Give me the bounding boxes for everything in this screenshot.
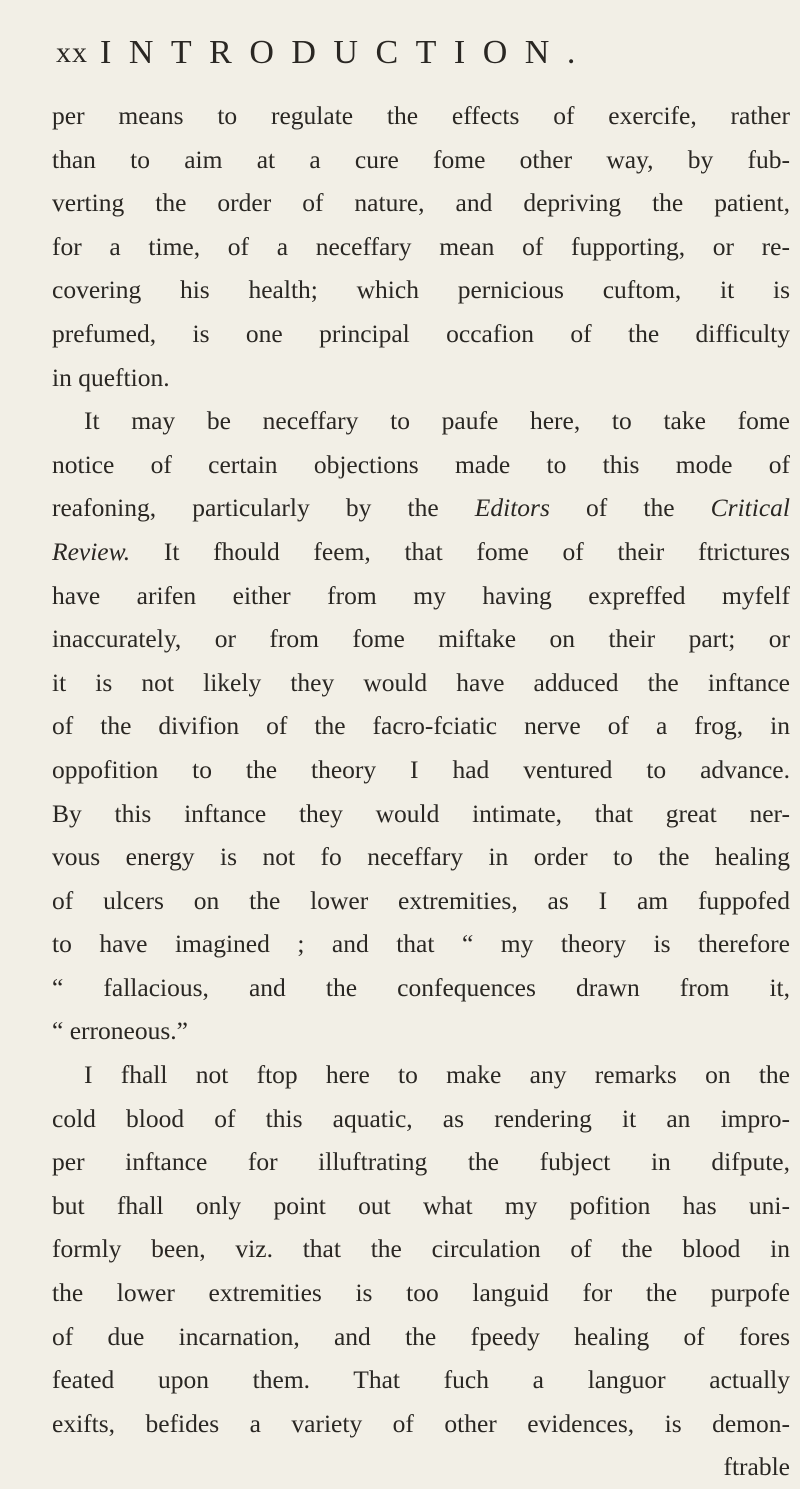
text-line: the lower extremities is too languid for the purpofe (52, 1278, 790, 1308)
paragraph-first-line: It may be neceffary to paufe here, to take fome (84, 406, 790, 436)
text-segment: reafoning, particularly by the (52, 493, 475, 523)
text-line: for a time, of a neceffary mean of fupporting, or re- (52, 231, 790, 261)
text-line: “ erroneous.” (52, 1016, 188, 1046)
text-segment: It fhould feem, that fome of their ftrictures (130, 536, 790, 566)
text-line: of the divifion of the facro-fciatic nerve of a frog, in (52, 711, 790, 741)
text-line: covering his health; which pernicious cuftom, it is (52, 275, 790, 305)
text-line: feated upon them. That fuch a languor actually (52, 1365, 790, 1395)
text-line: have arifen either from my having expreffed myfelf (52, 580, 790, 610)
text-line: cold blood of this aquatic, as rendering it an impro- (52, 1103, 790, 1133)
text-line: inaccurately, or from fome miftake on their part; or (52, 624, 790, 654)
paragraph-first-line: I fhall not ftop here to make any remarks on the (84, 1060, 790, 1090)
text-segment: of the (549, 493, 711, 523)
text-line: than to aim at a cure fome other way, by fub- (52, 144, 790, 174)
text-line: oppofition to the theory I had ventured to advance. (52, 754, 790, 784)
running-title: INTRODUCTION. (100, 34, 593, 71)
text-line: but fhall only point out what my pofition has uni- (52, 1190, 790, 1220)
text-line: verting the order of nature, and depriving the patient, (52, 188, 790, 218)
text-line: prefumed, is one principal occafion of the difficulty (52, 318, 790, 348)
text-line: in queftion. (52, 362, 170, 392)
text-line (52, 486, 790, 530)
text-line (52, 530, 790, 574)
text-line: exifts, befides a variety of other evidences, is demon- (52, 1408, 790, 1438)
body-text (52, 94, 790, 1489)
running-head (56, 30, 780, 76)
italic-text: Editors (474, 493, 550, 523)
catchword: ftrable (723, 1452, 790, 1482)
italic-text: Review. (52, 536, 131, 566)
text-line: By this inftance they would intimate, that great ner- (52, 798, 790, 828)
text-line: it is not likely they would have adduced the inftance (52, 667, 790, 697)
text-line: formly been, viz. that the circulation of the blood in (52, 1234, 790, 1264)
text-line: of due incarnation, and the fpeedy healing of fores (52, 1321, 790, 1351)
text-line: to have imagined ; and that “ my theory is therefore (52, 929, 790, 959)
italic-text: Critical (710, 493, 790, 523)
page-number: xx (56, 36, 88, 69)
text-line: vous energy is not fo neceffary in order to the healing (52, 842, 790, 872)
text-line: of ulcers on the lower extremities, as I am fuppofed (52, 885, 790, 915)
text-line: per inftance for illuftrating the fubject in difpute, (52, 1147, 790, 1177)
text-line: per means to regulate the effects of exercife, rather (52, 101, 790, 130)
text-line: “ fallacious, and the confequences drawn from it, (52, 972, 790, 1002)
text-line: notice of certain objections made to this mode of (52, 449, 790, 479)
